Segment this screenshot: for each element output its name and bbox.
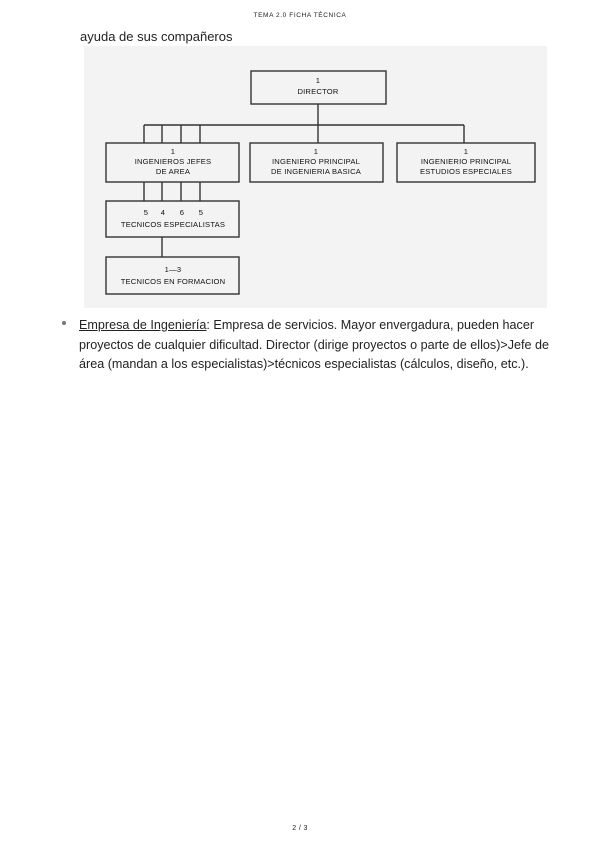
jefes-line1: INGENIEROS JEFES [134,157,212,166]
principal-basica-line1: INGENIERO PRINCIPAL [271,157,361,166]
tecnicos-count-3: 6 [179,208,185,217]
tecnicos-count-4: 5 [198,208,204,217]
director-label: DIRECTOR [297,87,339,96]
principal-estudios-count: 1 [463,147,469,156]
formacion-label: TECNICOS EN FORMACION [120,277,226,286]
page-header: TEMA 2.0 FICHA TÉCNICA [253,12,347,19]
principal-estudios-line2: ESTUDIOS ESPECIALES [420,167,512,176]
bullet-dot-icon [62,321,66,325]
tecnicos-count-2: 4 [160,208,166,217]
formacion-box [106,257,239,294]
principal-estudios-line1: INGENIERIO PRINCIPAL [420,157,512,166]
principal-basica-count: 1 [313,147,319,156]
bullet-paragraph [79,316,552,375]
page-number: 2 / 3 [292,825,308,832]
bullet-body: : Empresa de servicios. Mayor envergadura, pueden hacer proyectos de cualquier dificultad. Director (dirige proyectos o parte de ellos)>Jefe de área (mandan a los especialistas)>técnicos especialistas (cálculos, diseño, etc.). [79,318,550,371]
tecnicos-label: TECNICOS ESPECIALISTAS [120,220,226,229]
principal-basica-line2: DE INGENIERIA BASICA [270,167,362,176]
tecnicos-box [106,201,239,237]
jefes-line2: DE AREA [155,167,191,176]
bullet-term: Empresa de Ingeniería [79,318,207,332]
formacion-count: 1—3 [164,265,182,274]
org-chart-svg [84,46,547,308]
bullet-item [62,316,552,375]
tecnicos-count-1: 5 [143,208,149,217]
jefes-count: 1 [170,147,176,156]
director-count: 1 [315,76,321,85]
org-chart-diagram [84,46,547,308]
intro-text: ayuda de sus compañeros [80,29,233,44]
